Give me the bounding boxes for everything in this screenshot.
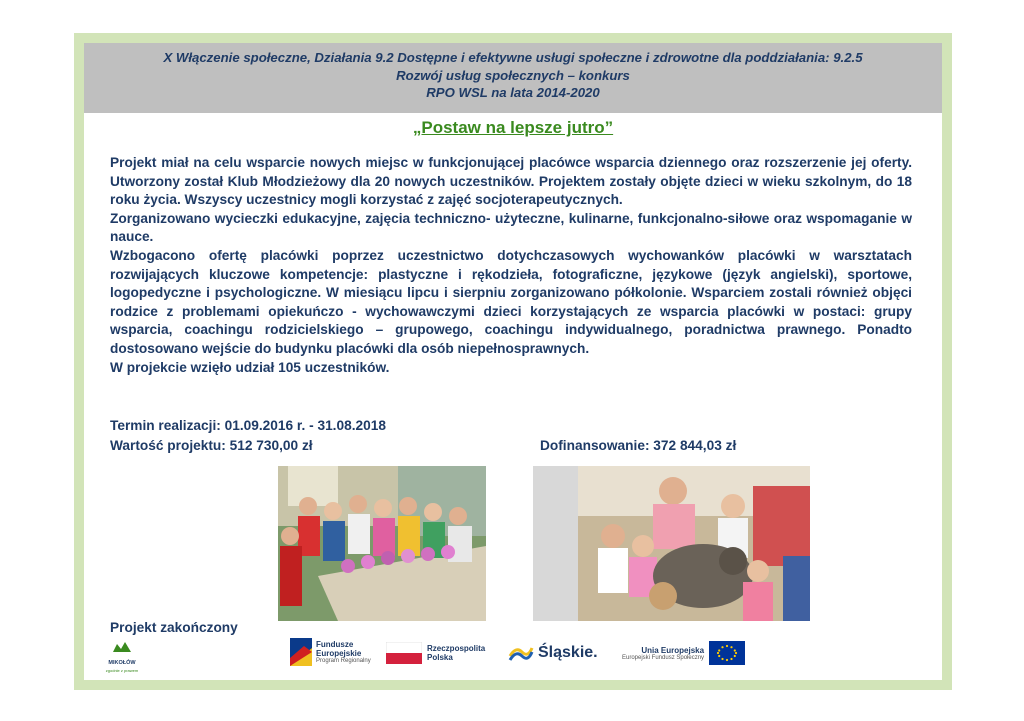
polish-flag-icon (386, 642, 422, 664)
slaskie-waves-icon (508, 642, 534, 664)
slaskie-logo (508, 642, 598, 664)
fe-emblem-icon (290, 638, 312, 666)
rp-line-2: Polska (427, 653, 453, 662)
header-line-1: X Włączenie społeczne, Działania 9.2 Dostępne i efektywne usługi społeczne i zdrowotne dla poddziałania: 9.2.5 (163, 50, 863, 65)
fundusze-europejskie-logo (290, 638, 371, 666)
project-title: „Postaw na lepsze jutro” (412, 118, 614, 137)
mikolow-logo (104, 640, 140, 673)
project-description (110, 154, 912, 377)
term-info: Termin realizacji: 01.09.2016 r. - 31.08.2018 (110, 418, 386, 433)
rp-line-1: Rzeczpospolita (427, 644, 486, 653)
paragraph-3: Wzbogacono ofertę placówki poprzez uczestnictwo dotychczasowych wychowanków placówki w warsztatach rozwijających kluczowe kompetencje: plastyczne i rękodzieła, fotograficzne, językowe (język angielski), sportowe, logopedyczne i psychologiczne. W miesiącu lipcu i sierpniu zorganizowano półkolonie. Wsparciem zostali również objęci rodzice z problemami opiekuńczo - wychowawczymi dzieci korzystających ze wsparcia placówki w postaci: grupy wsparcia, coachingu rodzicielskiego – grupowego, coachingu indywidualnego, poradnictwa prawnego. Ponadto dostosowano wejście do budynku placówki dla osób niepełnosprawnych. (110, 247, 912, 356)
slaskie-label: Śląskie. (538, 644, 598, 661)
program-header (84, 43, 942, 113)
photo-children-dog (533, 466, 810, 621)
header-line-2: Rozwój usług społecznych – konkurs (396, 67, 630, 83)
rzeczpospolita-polska-logo (386, 642, 485, 664)
mikolow-emblem-icon (111, 640, 133, 654)
fe-sub: Program Regionalny (316, 658, 371, 664)
fe-line-1: Fundusze (316, 640, 354, 649)
project-status: Projekt zakończony (110, 620, 238, 635)
photo-children-table (278, 466, 486, 621)
paragraph-4: W projekcie wzięło udział 105 uczestników. (110, 359, 390, 375)
funding-value: Dofinansowanie: 372 844,03 zł (540, 438, 737, 453)
mikolow-label: MIKOŁÓW (108, 660, 136, 666)
eu-flag-icon (709, 641, 745, 665)
ue-line-1: Unia Europejska (641, 645, 705, 655)
ue-sub: Europejski Fundusz Społeczny (622, 654, 705, 661)
mikolow-sub: zgodnie z prawem (105, 668, 139, 673)
project-value: Wartość projektu: 512 730,00 zł (110, 438, 313, 453)
paragraph-1: Projekt miał na celu wsparcie nowych miejsc w funkcjonującej placówce wsparcia dziennego oraz rozszerzenie jej oferty. Utworzony został Klub Młodzieżowy dla 20 nowych uczestników. Projektem zostały objęte dzieci w wieku szkolnym, do 18 roku życia. Wszyscy uczestnicy mogli korzystać z zajęć socjoterapeutycznych. (110, 155, 912, 208)
unia-europejska-logo (622, 641, 745, 665)
paragraph-2: Zorganizowano wycieczki edukacyjne, zajęcia techniczno- użyteczne, kulinarne, funkcjonalno-siłowe oraz wspomaganie w nauce. (110, 210, 912, 245)
header-line-3: RPO WSL na lata 2014-2020 (426, 85, 600, 100)
fe-line-2: Europejskie (316, 649, 362, 658)
